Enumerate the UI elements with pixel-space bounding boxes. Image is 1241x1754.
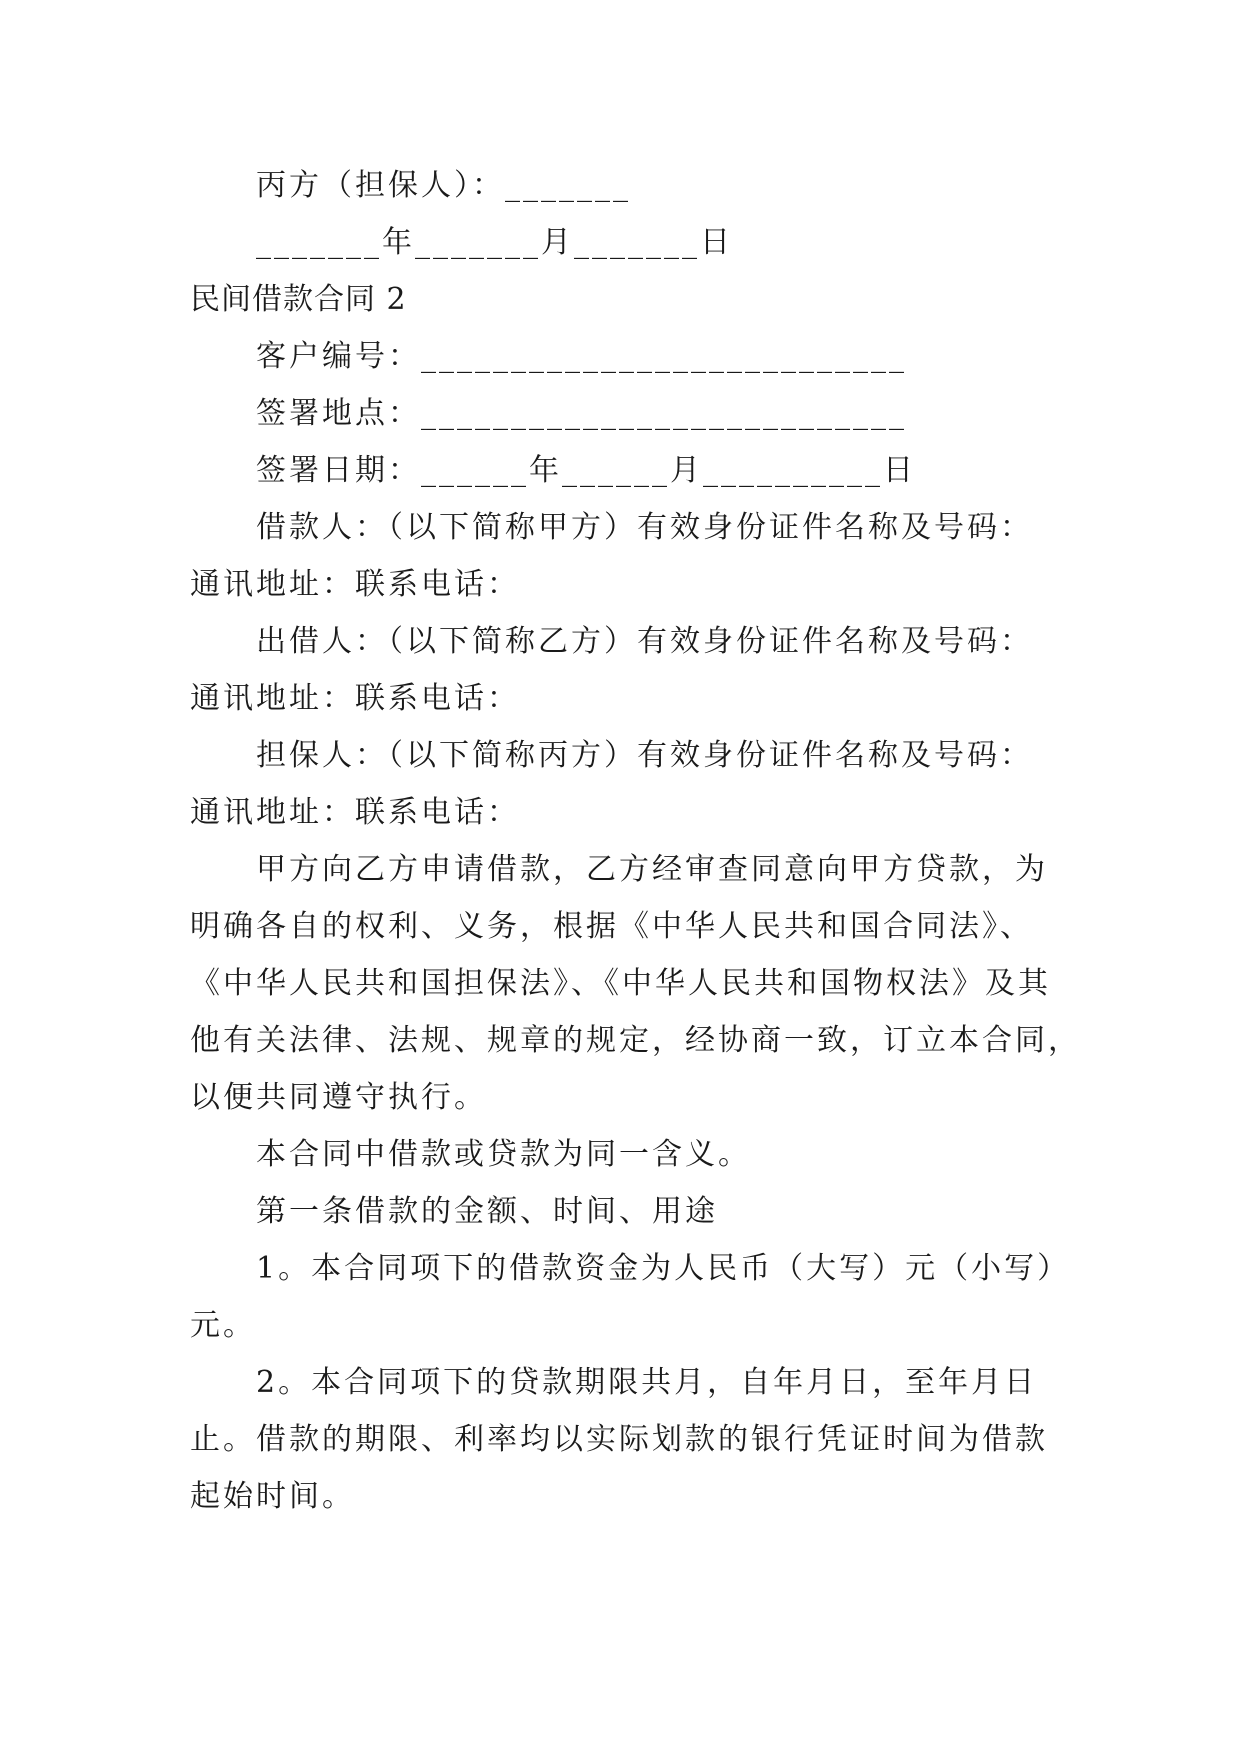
clause-2-line-1: 2。本合同项下的贷款期限共月，自年月日，至年月日: [256, 1365, 1038, 1400]
signature-date-line: _______年_______月_______日: [256, 225, 733, 260]
preamble-line-3: 《中华人民共和国担保法》、《中华人民共和国物权法》及其: [190, 966, 1051, 1001]
borrower-contact-line: 通讯地址：联系电话：: [190, 567, 520, 602]
preamble-line-5: 以便共同遵守执行。: [190, 1080, 487, 1115]
borrower-line: 借款人：（以下简称甲方）有效身份证件名称及号码：: [256, 510, 1033, 545]
guarantor-contact-line: 通讯地址：联系电话：: [190, 795, 520, 830]
article-one-heading: 第一条借款的金额、时间、用途: [256, 1194, 718, 1229]
preamble-line-1: 甲方向乙方申请借款，乙方经审查同意向甲方贷款，为: [256, 852, 1048, 887]
preamble-line-4: 他有关法律、法规、规章的规定，经协商一致，订立本合同，: [190, 1023, 1081, 1058]
guarantor-signature-line: 丙方（担保人）：_______: [256, 168, 631, 203]
signing-place-field: 签署地点：___________________________: [256, 396, 907, 431]
preamble-line-2: 明确各自的权利、义务，根据《中华人民共和国合同法》、: [190, 909, 1033, 944]
clause-1-line-2: 元。: [190, 1308, 256, 1343]
lender-contact-line: 通讯地址：联系电话：: [190, 681, 520, 716]
contract-title: 民间借款合同 2: [190, 282, 407, 317]
clause-2-line-3: 起始时间。: [190, 1479, 355, 1514]
signing-date-field: 签署日期：______年______月__________日: [256, 453, 916, 488]
lender-line: 出借人：（以下简称乙方）有效身份证件名称及号码：: [256, 624, 1033, 659]
guarantor-line: 担保人：（以下简称丙方）有效身份证件名称及号码：: [256, 738, 1033, 773]
customer-number-field: 客户编号：___________________________: [256, 339, 907, 374]
clause-1-line-1: 1。本合同项下的借款资金为人民币（大写）元（小写）: [256, 1251, 1071, 1286]
definition-line: 本合同中借款或贷款为同一含义。: [256, 1137, 751, 1172]
clause-2-line-2: 止。借款的期限、利率均以实际划款的银行凭证时间为借款: [190, 1422, 1048, 1457]
